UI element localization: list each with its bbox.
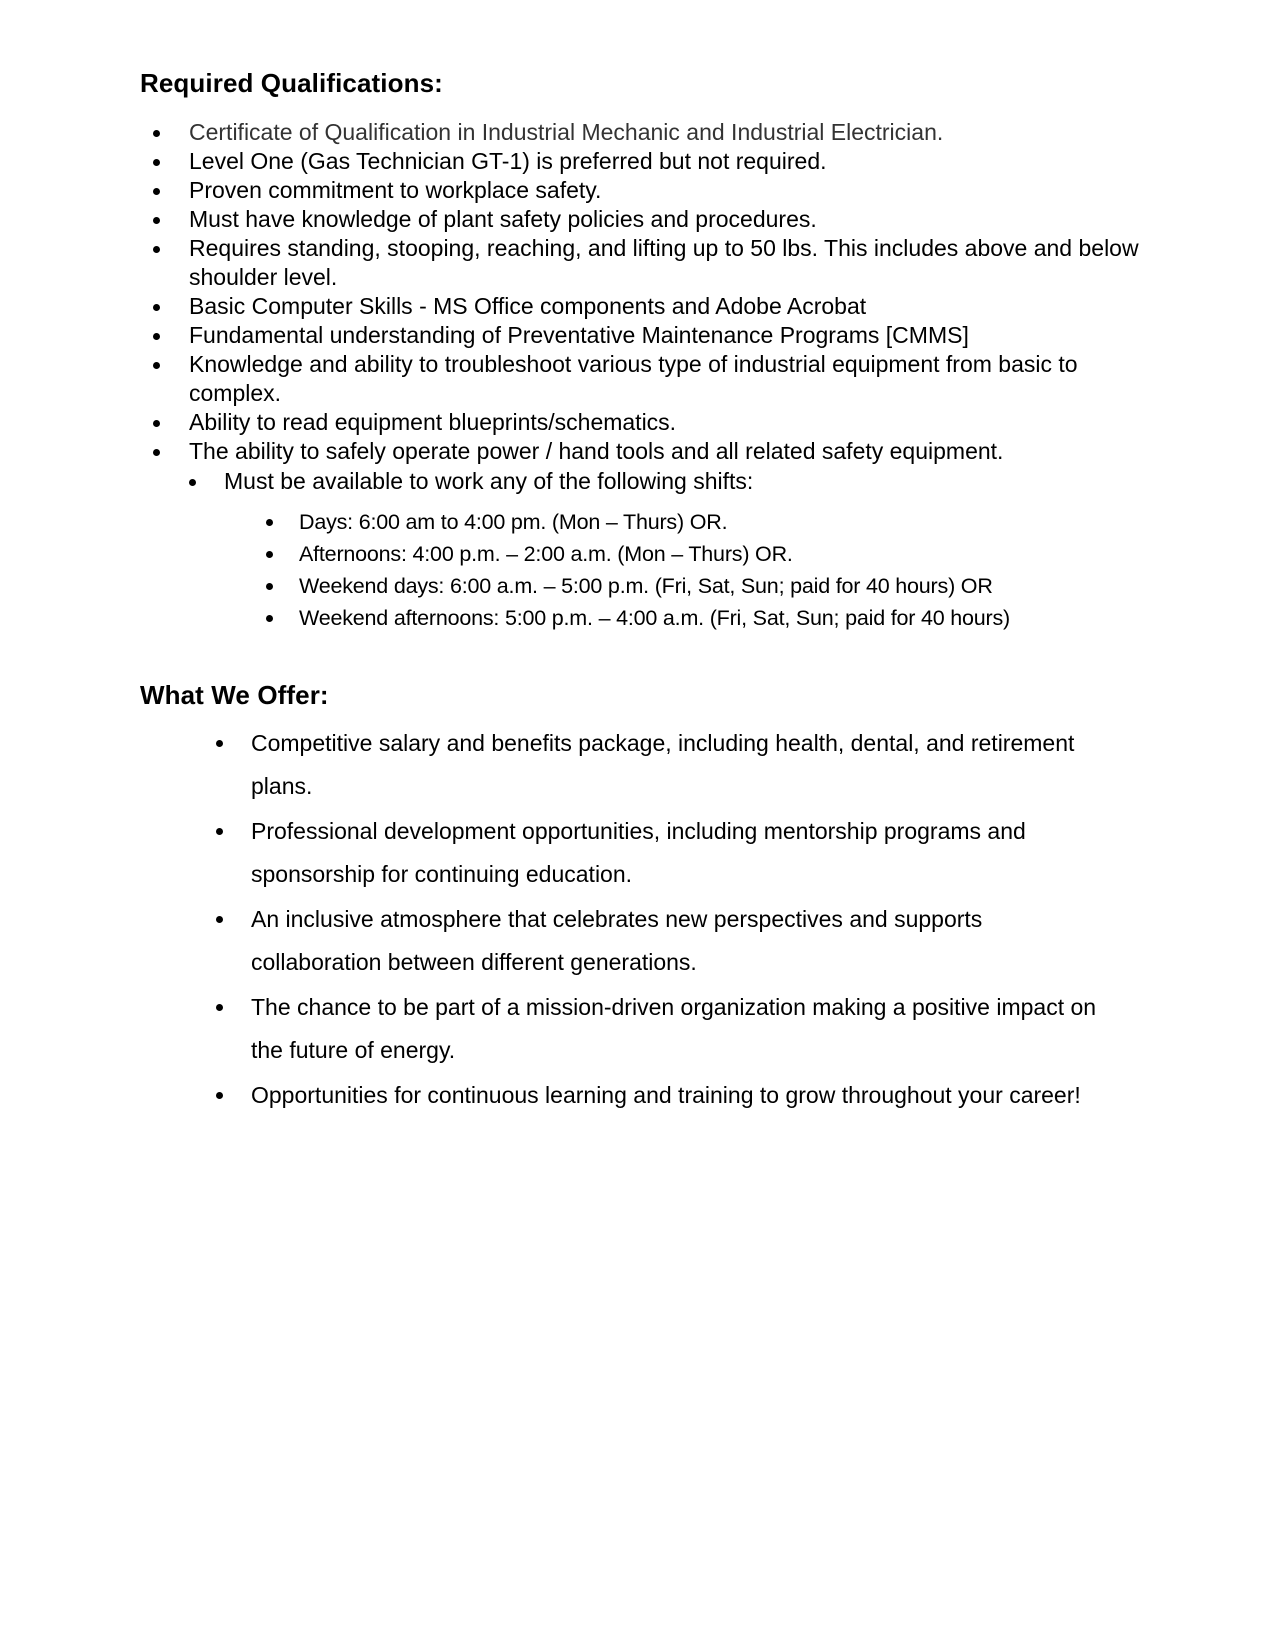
- list-item-text: Weekend afternoons: 5:00 p.m. – 4:00 a.m. (Fri, Sat, Sun; paid for 40 hours): [299, 606, 1011, 630]
- list-item-text: Certificate of Qualification in Industrial Mechanic and Industrial Electrician.: [189, 119, 944, 145]
- list-item-text: Ability to read equipment blueprints/schematics.: [189, 409, 677, 435]
- list-item-text: Basic Computer Skills - MS Office components and Adobe Acrobat: [189, 293, 867, 319]
- list-item-text: Opportunities for continuous learning and training to grow throughout your career!: [251, 1082, 1081, 1108]
- list-item: [0, 408, 1139, 437]
- bullet-icon: [153, 304, 160, 311]
- list-item-text: Level One (Gas Technician GT-1) is preferred but not required.: [189, 148, 827, 174]
- bullet-icon: [216, 1092, 223, 1099]
- list-item-text: Competitive salary and benefits package, including health, dental, and retirement plans.: [251, 730, 1075, 799]
- list-item: [0, 176, 1139, 205]
- list-item: [0, 234, 1139, 292]
- what-we-offer-heading: What We Offer:: [140, 680, 329, 710]
- list-item-text: Days: 6:00 am to 4:00 pm. (Mon – Thurs) OR.: [299, 510, 728, 534]
- required-qualifications-heading: Required Qualifications:: [140, 68, 443, 98]
- list-item: [0, 321, 1139, 350]
- bullet-icon: [153, 217, 160, 224]
- bullet-icon: [216, 740, 223, 747]
- list-item: [0, 602, 1275, 634]
- offer-list: [0, 722, 1275, 1119]
- list-item: [0, 467, 1124, 496]
- list-item-text: Knowledge and ability to troubleshoot various type of industrial equipment from basic to complex.: [189, 351, 1078, 406]
- list-item-text: An inclusive atmosphere that celebrates new perspectives and supports collaboration between different generations.: [251, 906, 983, 975]
- list-item-text: Requires standing, stooping, reaching, and lifting up to 50 lbs. This includes above and below shoulder level.: [189, 235, 1139, 290]
- bullet-icon: [266, 583, 273, 590]
- list-item: [0, 898, 1111, 984]
- bullet-icon: [266, 519, 273, 526]
- shifts-list: [0, 506, 1275, 634]
- list-item-text: Afternoons: 4:00 p.m. – 2:00 a.m. (Mon – Thurs) OR.: [299, 542, 793, 566]
- bullet-icon: [153, 333, 160, 340]
- list-item: [0, 1074, 1111, 1117]
- list-item: [0, 205, 1139, 234]
- list-item-text: Professional development opportunities, including mentorship programs and sponsorship for continuing education.: [251, 818, 1026, 887]
- bullet-icon: [266, 615, 273, 622]
- list-item-text: Must be available to work any of the following shifts:: [224, 468, 754, 494]
- bullet-icon: [216, 828, 223, 835]
- list-item-text: Proven commitment to workplace safety.: [189, 177, 602, 203]
- list-item: [0, 118, 1139, 147]
- list-item: [0, 147, 1139, 176]
- bullet-icon: [216, 1004, 223, 1011]
- bullet-icon: [216, 916, 223, 923]
- bullet-icon: [153, 449, 160, 456]
- list-item-text: The chance to be part of a mission-driven organization making a positive impact on the future of energy.: [251, 994, 1097, 1063]
- list-item: [0, 986, 1111, 1072]
- bullet-icon: [153, 420, 160, 427]
- list-item: [0, 437, 1139, 466]
- bullet-icon: [153, 362, 160, 369]
- bullet-icon: [189, 479, 196, 486]
- bullet-icon: [153, 130, 160, 137]
- bullet-icon: [153, 159, 160, 166]
- list-item: [0, 722, 1111, 808]
- list-item: [0, 292, 1139, 321]
- list-item: [0, 506, 1275, 538]
- list-item: [0, 810, 1111, 896]
- list-item-text: Must have knowledge of plant safety policies and procedures.: [189, 206, 817, 232]
- bullet-icon: [153, 246, 160, 253]
- list-item-text: Fundamental understanding of Preventative Maintenance Programs [CMMS]: [189, 322, 969, 348]
- bullet-icon: [153, 188, 160, 195]
- bullet-icon: [266, 551, 273, 558]
- list-item-text: Weekend days: 6:00 a.m. – 5:00 p.m. (Fri, Sat, Sun; paid for 40 hours) OR: [299, 574, 993, 598]
- list-item-text: The ability to safely operate power / hand tools and all related safety equipment.: [189, 438, 1004, 464]
- list-item: [0, 350, 1139, 408]
- qualifications-list: [0, 118, 1275, 496]
- list-item: [0, 570, 1275, 602]
- list-item: [0, 538, 1275, 570]
